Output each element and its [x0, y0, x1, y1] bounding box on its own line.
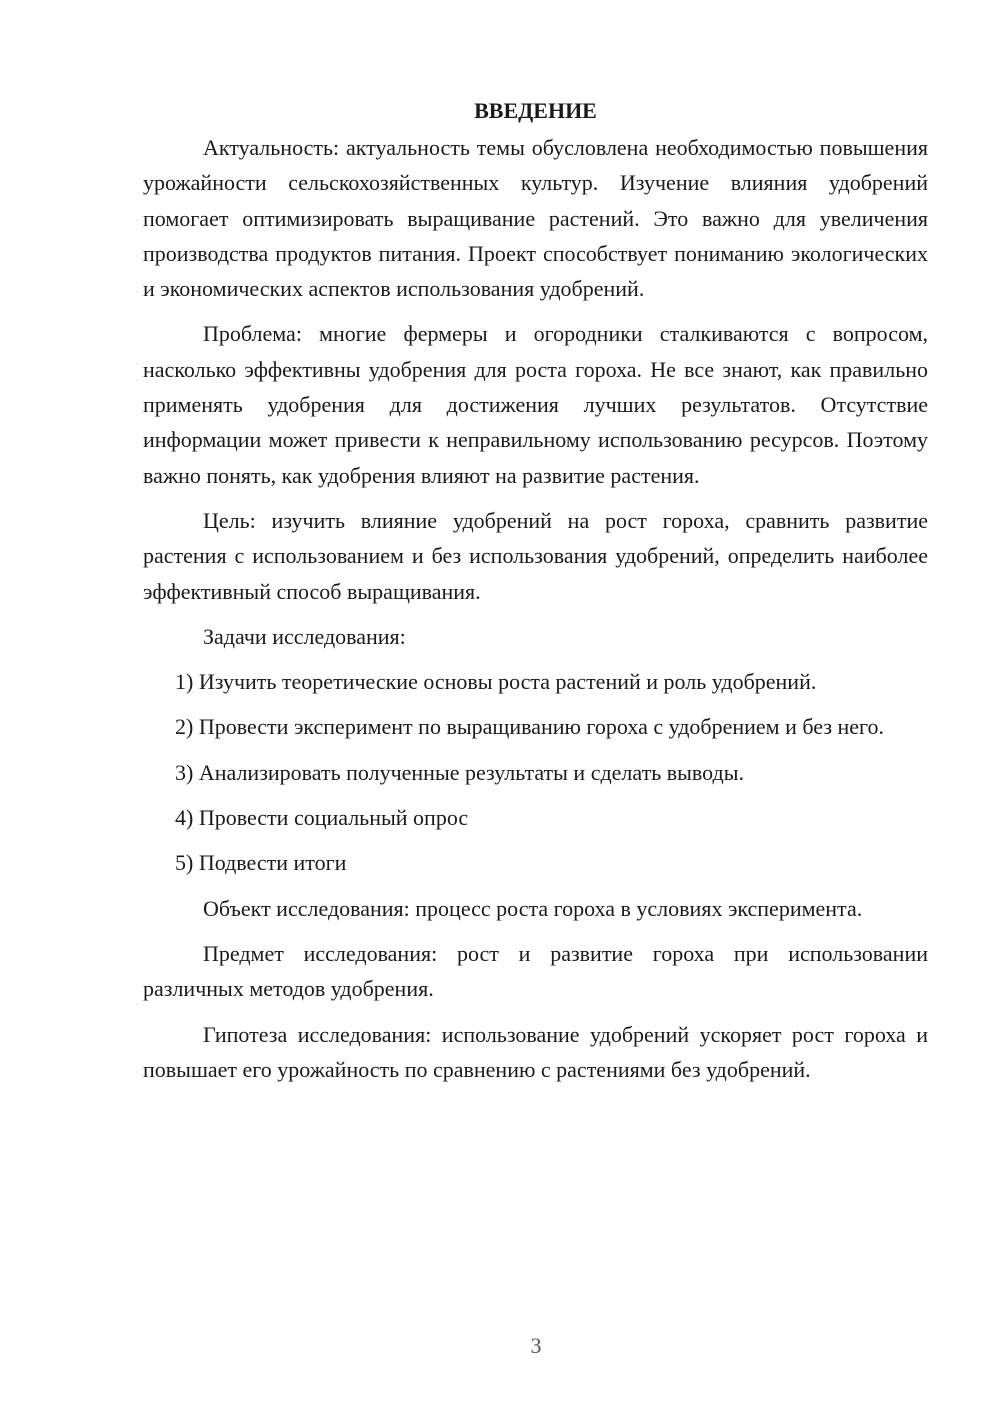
problem-paragraph: Проблема: многие фермеры и огородники сталкиваются с вопросом, насколько эффективны удобрения для роста гороха. Не все знают, как правильно применять удобрения для достижения лучших результатов. Отсутствие информации может привести к неправильному использованию ресурсов. Поэтому важно понять, как удобрения влияют на развитие растения.: [143, 321, 928, 488]
relevance-paragraph: Актуальность: актуальность темы обусловлена необходимостью повышения урожайности сельскохозяйственных культур. Изучение влияния удобрений помогает оптимизировать выращивание растений. Это важно для увеличения производства продуктов питания. Проект способствует пониманию экологических и экономических аспектов использования удобрений.: [143, 135, 928, 302]
page-number: 3: [530, 1333, 542, 1358]
task-item: 5) Подвести итоги: [175, 850, 347, 876]
subject-paragraph: Предмет исследования: рост и развитие гороха при использовании различных методов удобрения.: [143, 940, 928, 1002]
section-title: ВВЕДЕНИЕ: [474, 98, 597, 123]
document-page: [143, 96, 928, 1097]
tasks-heading: Задачи исследования:: [203, 623, 406, 649]
task-item: 1) Изучить теоретические основы роста растений и роль удобрений.: [175, 669, 817, 695]
task-item: 4) Провести социальный опрос: [175, 805, 469, 831]
task-item: 3) Анализировать полученные результаты и сделать выводы.: [175, 759, 744, 785]
hypothesis-paragraph: Гипотеза исследования: использование удобрений ускоряет рост гороха и повышает его урожайность по сравнению с растениями без удобрений.: [143, 1021, 928, 1082]
task-item: 2) Провести эксперимент по выращиванию гороха с удобрением и без него.: [175, 714, 885, 740]
object-paragraph: Объект исследования: процесс роста гороха в условиях эксперимента.: [203, 895, 863, 921]
goal-paragraph: Цель: изучить влияние удобрений на рост гороха, сравнить развитие растения с использованием и без использования удобрений, определить наиболее эффективный способ выращивания.: [143, 507, 928, 604]
